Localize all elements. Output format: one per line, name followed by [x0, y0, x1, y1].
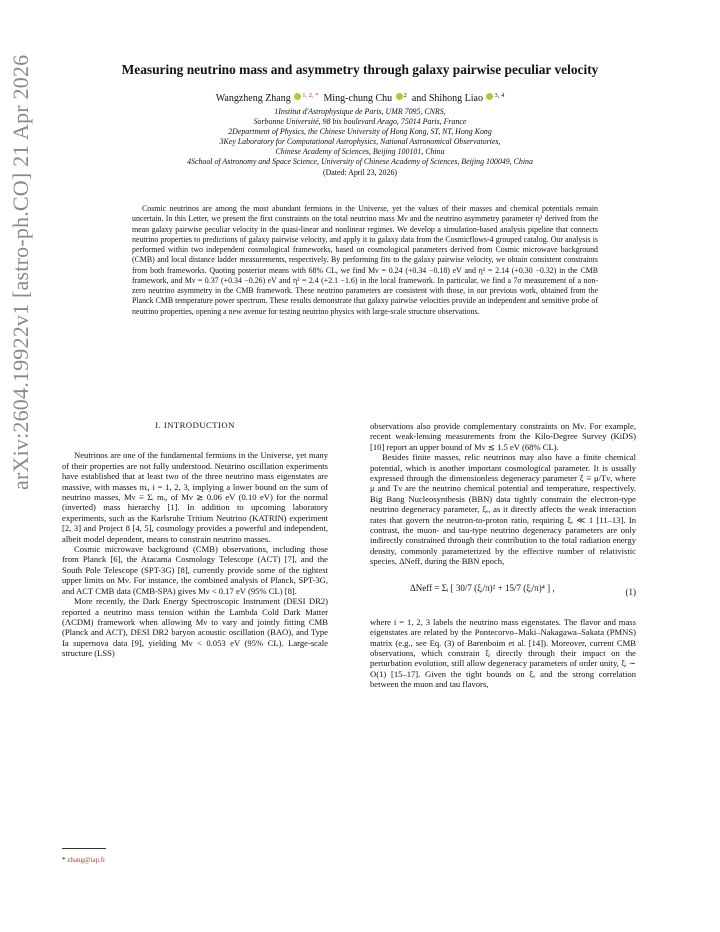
paragraph: Cosmic microwave background (CMB) observations, including those from Planck [6], the Atacama Cosmology Telescope (ACT) [7], and the South Pole Telescope (SPT-3G) [8], currently provide some of the tightest upper limits on Mν. For instance, the combined analysis of Planck, SPT-3G, and ACT CMB data (CMB-SPA) gives Mν < 0.17 eV (95% CL) [8]. [62, 544, 328, 596]
left-column [62, 420, 328, 659]
affiliation-line: 1Institut d'Astrophysique de Paris, UMR 7095, CNRS, [274, 107, 446, 116]
footnote [62, 856, 105, 864]
email-link[interactable]: zhang@iap.fr [67, 856, 106, 864]
orcid-icon[interactable] [294, 93, 301, 100]
author-sup[interactable]: 1, 2, * [302, 92, 319, 99]
equation-1 [370, 577, 636, 607]
affiliation-line: Chinese Academy of Sciences, Beijing 100101, China [275, 147, 445, 157]
orcid-icon[interactable] [396, 93, 403, 100]
affiliation-line: 3Key Laboratory for Computational Astrophysics, National Astronomical Observatories, [219, 137, 501, 147]
author-sup: 3, 4 [494, 92, 505, 99]
paragraph: where i = 1, 2, 3 labels the neutrino mass eigenstates. The flavor and mass eigenstates are related by the Pontecorvo–Maki–Nakagawa–Sakata (PMNS) matrix (e.g., see Eq. (3) of Barenboim et al. [14]). Moreover, current CMB observations, which constrain ξᵢ directly through their impact on the perturbation evolution, still allow degeneracy parameters of order unity, ξᵢ ∼ O(1) [15–17]. Given the tight bounds on ξₑ and the strong correlation between the muon and tau flavors, [370, 616, 636, 690]
abstract [132, 204, 598, 317]
affiliation-line: 4School of Astronomy and Space Science, University of Chinese Academy of Sciences, Beijing 100049, China [187, 157, 533, 167]
footnote-marker: * [62, 856, 66, 864]
author-name: Ming-chung Chu [323, 93, 393, 104]
right-column [370, 421, 636, 690]
date-line: (Dated: April 23, 2026) [322, 167, 398, 177]
affiliation-line: Sorbonne Université, 98 bis boulevard Arago, 75014 Paris, France [253, 117, 467, 127]
equation-number: (1) [625, 586, 636, 597]
paragraph: Neutrinos are one of the fundamental fermions in the Universe, yet many of their properties are not fully understood. Neutrino oscillation experiments have established that at least two of the three neutrino mass eigenstates are massive, with masses mᵢ, i = 1, 2, 3, implying a lower bound on the sum of neutrino masses, Mν ≡ Σᵢ mᵢ, of Mν ≳ 0.06 eV (0.10 eV) for the normal (inverted) mass hierarchy [1]. In addition to upcoming laboratory experiments, such as the Karlsruhe Tritium Neutrino (KATRIN) experiment [2, 3] and Project 8 [4, 5], cosmology provides a powerful and independent, albeit model dependent, means to constrain neutrino masses. [62, 450, 328, 544]
paragraph: Besides finite masses, relic neutrinos may also have a finite chemical potential, which is another important cosmological parameter. It is usually expressed through the dimensionless degeneracy parameter ξ ≡ μ/Tν, where μ and Tν are the neutrino chemical potential and temperature, respectively. Big Bang Nucleosynthesis (BBN) data tightly constrain the electron-type neutrino degeneracy parameter, ξₑ, as it directly affects the weak interaction rates that govern the neutron-to-proton ratio, requiring ξₑ ≪ 1 [11–13]. In contrast, the muon- and tau-type neutrino degeneracy parameters are only indirectly constrained through their contribution to the total radiation energy density, commonly parameterized by the effective number of relativistic species, ΔNeff, during the BBN epoch, [370, 452, 636, 567]
abstract-text: Cosmic neutrinos are among the most abundant fermions in the Universe, yet the values of their masses and chemical potentials remain uncertain. In this Letter, we present the first constraints on the total neutrino mass Mν and the neutrino asymmetry parameter η² derived from the mean galaxy pairwise peculiar velocity in the quasi-linear and nonlinear regimes. We develop a simulation-based analysis pipeline that connects neutrino properties to predictions of galaxy pairwise velocity, and apply it to galaxy data from the Cosmicflows-4 grouped catalog. Our analysis is performed within two independent cosmological frameworks, based on cosmological parameters derived from Cosmic microwave background (CMB) and local distance ladder measurements, respectively. By performing fits to the galaxy pairwise velocity, we obtain consistent constraints from both frameworks. Quoting posterior means with 68% CL, we find Mν = 0.24 (+0.34 −0.18) eV and η² = 2.14 (+0.30 −0.32) in the CMB framework, and Mν = 0.37 (+0.34 −0.26) eV and η² = 2.4 (+2.1 −1.6) in the local framework. In particular, we find a 7σ measurement of a non-zero neutrino asymmetry in the CMB framework. These neutrino parameters are consistent with those, in our previous work, obtained from the Planck CMB temperature power spectrum. These results demonstrate that galaxy pairwise velocities provide an independent and sensitive probe of neutrino properties, opening a new avenue for testing neutrino physics with large-scale structure observations. [132, 204, 598, 316]
author-conjunction: and [411, 93, 427, 104]
equation-body: ΔNeff = Σᵢ [ 30/7 (ξᵢ/π)² + 15/7 (ξᵢ/π)⁴ ] , [410, 582, 555, 593]
author-sup: 2 [403, 92, 407, 99]
affiliations [60, 107, 660, 178]
author-name: Shihong Liao [428, 93, 483, 104]
paper-title: Measuring neutrino mass and asymmetry through galaxy pairwise peculiar velocity [121, 62, 599, 77]
section-heading: I. INTRODUCTION [155, 420, 235, 430]
author-name: Wangzheng Zhang [215, 93, 291, 104]
paragraph: observations also provide complementary constraints on Mν. For example, recent weak-lensing measurements from the Kilo-Degree Survey (KiDS) [10] report an upper bound of Mν ≲ 1.5 eV (68% CL). [370, 421, 636, 452]
paragraph: More recently, the Dark Energy Spectroscopic Instrument (DESI DR2) reported a neutrino mass tension within the Lambda Cold Dark Matter (ΛCDM) framework when allowing Mν to vary and jointly fitting CMB (Planck and ACT), DESI DR2 baryon acoustic oscillation (BAO), and Type Ia supernova data [9], yielding Mν < 0.053 eV (95% CL). Large-scale structure (LSS) [62, 596, 328, 659]
footnote-rule [62, 848, 106, 849]
arxiv-identifier[interactable]: arXiv:2604.19922v1 [astro-ph.CO] 21 Apr 2026 [8, 54, 33, 490]
affiliation-line: 2Department of Physics, the Chinese University of Hong Kong, ST, NT, Hong Kong [228, 127, 492, 137]
author-list [60, 92, 660, 104]
orcid-icon[interactable] [486, 93, 493, 100]
